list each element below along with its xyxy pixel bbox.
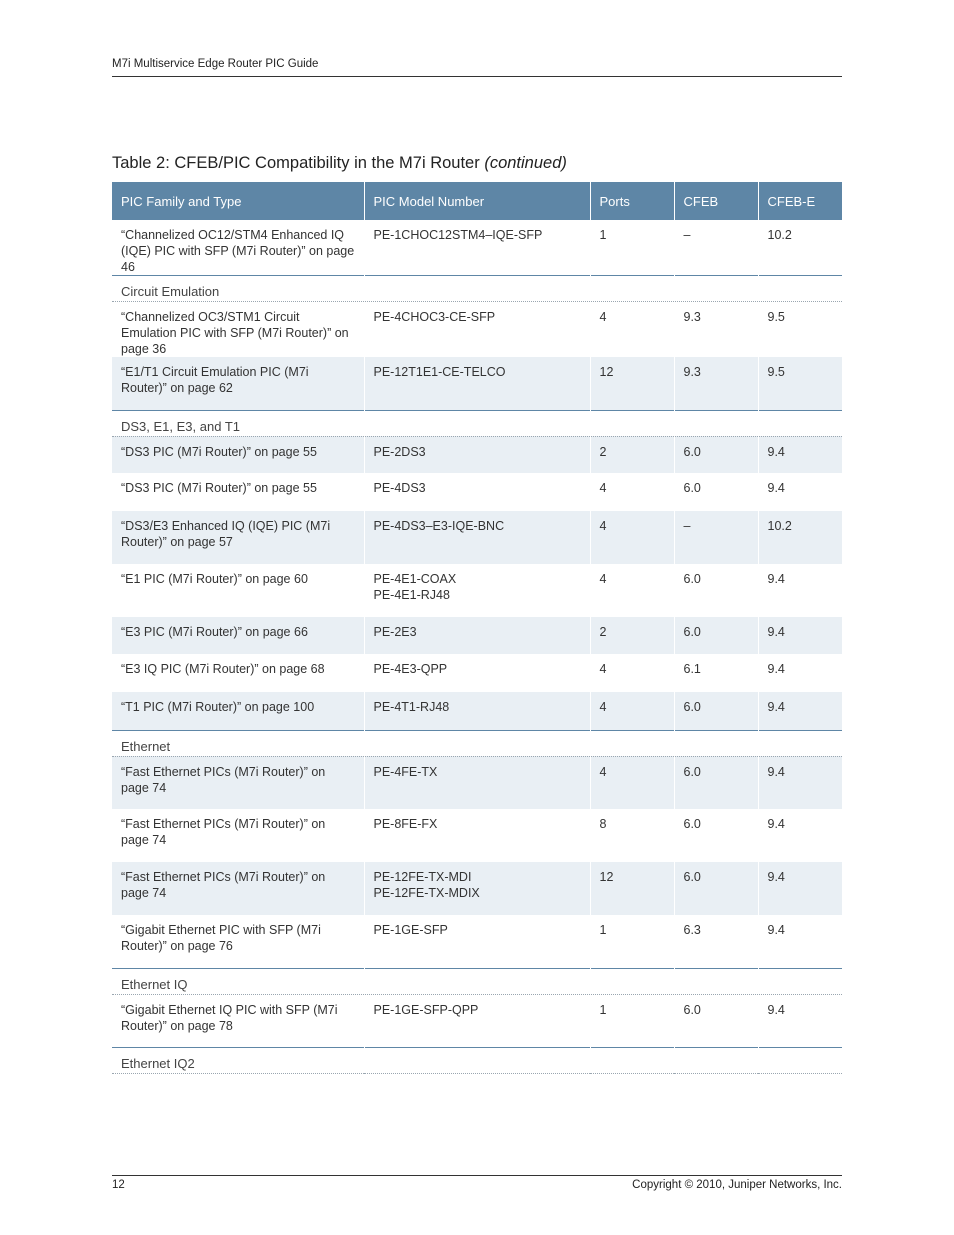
cell-pic-model: PE-1CHOC12STM4–IQE-SFP xyxy=(364,220,590,276)
cell-cfeb: 6.0 xyxy=(674,862,758,915)
section-label: Ethernet IQ2 xyxy=(112,1047,842,1073)
table-header-row xyxy=(112,182,842,220)
cell-pic-model: PE-1GE-SFP-QPP xyxy=(364,994,590,1047)
cell-pic-family: “Gigabit Ethernet IQ PIC with SFP (M7i Router)” on page 78 xyxy=(112,994,364,1047)
cell-cfeb-e: 9.4 xyxy=(758,756,842,809)
cell-cfeb: 6.0 xyxy=(674,692,758,730)
cell-pic-family: “Fast Ethernet PICs (M7i Router)” on page 74 xyxy=(112,862,364,915)
cell-cfeb-e: 9.4 xyxy=(767,817,785,831)
cell-cfeb: 6.0 xyxy=(674,436,758,473)
cell-pic-model: PE-4DS3 xyxy=(364,473,590,511)
cell-ports: 1 xyxy=(590,915,674,968)
table-caption-text: Table 2: CFEB/PIC Compatibility in the M7i Router xyxy=(112,154,485,172)
cell-cfeb-e: 9.4 xyxy=(767,572,785,586)
cell-cfeb: 6.0 xyxy=(674,564,758,617)
table-row xyxy=(112,617,842,654)
cell-cfeb: 6.3 xyxy=(674,915,758,968)
cell-ports: 8 xyxy=(590,809,674,862)
cell-pic-family: “E1 PIC (M7i Router)” on page 60 xyxy=(112,564,364,617)
copyright-notice: Copyright © 2010, Juniper Networks, Inc. xyxy=(632,1179,842,1191)
section-row xyxy=(112,730,842,756)
cell-pic-family: “DS3 PIC (M7i Router)” on page 55 xyxy=(112,473,364,511)
page-number: 12 xyxy=(112,1179,125,1191)
cell-pic-model: PE-4E3-QPP xyxy=(364,654,590,692)
cell-cfeb: 6.0 xyxy=(674,473,758,511)
section-row xyxy=(112,1047,842,1073)
cell-cfeb-e: 9.5 xyxy=(767,310,785,324)
section-row xyxy=(112,968,842,994)
table-row xyxy=(112,862,842,915)
compatibility-table xyxy=(112,182,842,1074)
table-row xyxy=(112,809,842,862)
cell-cfeb: 6.1 xyxy=(674,654,758,692)
cell-pic-family: “Gigabit Ethernet PIC with SFP (M7i Router)” on page 76 xyxy=(112,915,364,968)
cell-ports: 2 xyxy=(590,436,674,473)
section-label: Circuit Emulation xyxy=(112,276,842,302)
section-row xyxy=(112,410,842,436)
table-row xyxy=(112,511,842,564)
cell-cfeb: 6.0 xyxy=(674,809,758,862)
cell-line: PE-4E1-RJ48 xyxy=(373,588,450,602)
cell-cfeb-e: 10.2 xyxy=(767,228,792,242)
cell-pic-model: PE-12T1E1-CE-TELCO xyxy=(364,357,590,410)
cell-ports: 4 xyxy=(590,473,674,511)
column-header-cfeb: CFEB xyxy=(674,182,758,220)
cell-pic-family: “Channelized OC3/STM1 Circuit Emulation PIC with SFP (M7i Router)” on page 36 xyxy=(112,302,364,358)
table-caption-continued: (continued) xyxy=(484,154,567,172)
section-label: Ethernet xyxy=(112,730,842,756)
table-row xyxy=(112,654,842,692)
cell-pic-model: PE-4FE-TX xyxy=(364,756,590,809)
cell-pic-family: “E3 PIC (M7i Router)” on page 66 xyxy=(112,617,364,654)
running-header-title: M7i Multiservice Edge Router PIC Guide xyxy=(112,58,319,70)
cell-pic-model: PE-4DS3–E3-IQE-BNC xyxy=(364,511,590,564)
cell-cfeb-e: 9.4 xyxy=(758,436,842,473)
cell-pic-family: “DS3 PIC (M7i Router)” on page 55 xyxy=(112,436,364,473)
cell-pic-model: PE-1GE-SFP xyxy=(364,915,590,968)
cell-cfeb-e: 9.4 xyxy=(767,662,785,676)
cell-cfeb: 9.3 xyxy=(674,357,758,410)
cell-pic-family: “Channelized OC12/STM4 Enhanced IQ (IQE) PIC with SFP (M7i Router)” on page 46 xyxy=(112,220,364,276)
cell-cfeb-e: 10.2 xyxy=(758,511,842,564)
cell-cfeb-e: 9.4 xyxy=(767,481,785,495)
table-row xyxy=(112,357,842,410)
cell-cfeb-e: 9.4 xyxy=(758,692,842,730)
cell-pic-family: “DS3/E3 Enhanced IQ (IQE) PIC (M7i Router)” on page 57 xyxy=(112,511,364,564)
footer-divider xyxy=(112,1175,842,1176)
column-header-cfeb-e: CFEB-E xyxy=(758,182,842,220)
cell-ports: 4 xyxy=(590,302,674,358)
cell-pic-model: PE-2E3 xyxy=(364,617,590,654)
section-label: Ethernet IQ xyxy=(112,968,842,994)
cell-pic-family: “Fast Ethernet PICs (M7i Router)” on page 74 xyxy=(112,756,364,809)
cell-line: PE-12FE-TX-MDIX xyxy=(373,886,480,900)
table-body xyxy=(112,220,842,1073)
cell-pic-family: “Fast Ethernet PICs (M7i Router)” on page 74 xyxy=(112,809,364,862)
cell-ports: 2 xyxy=(590,617,674,654)
cell-pic-model xyxy=(364,862,590,915)
cell-cfeb-e: 9.4 xyxy=(767,1002,785,1017)
table-caption xyxy=(112,154,567,173)
table-row xyxy=(112,436,842,473)
cell-ports: 4 xyxy=(590,654,674,692)
cell-pic-model: PE-4T1-RJ48 xyxy=(364,692,590,730)
cell-pic-family: “T1 PIC (M7i Router)” on page 100 xyxy=(112,692,364,730)
table-row xyxy=(112,564,842,617)
cell-pic-model: PE-2DS3 xyxy=(364,436,590,473)
cell-pic-family: “E1/T1 Circuit Emulation PIC (M7i Router)” on page 62 xyxy=(112,357,364,410)
table-row xyxy=(112,994,842,1047)
table-row xyxy=(112,915,842,968)
table-row xyxy=(112,302,842,358)
cell-cfeb: 9.3 xyxy=(674,302,758,358)
cell-ports: 1 xyxy=(590,220,674,276)
cell-cfeb: – xyxy=(674,220,758,276)
cell-pic-model: PE-8FE-FX xyxy=(364,809,590,862)
cell-ports: 12 xyxy=(590,862,674,915)
cell-ports: 4 xyxy=(590,756,674,809)
cell-cfeb: 6.0 xyxy=(674,617,758,654)
header-divider xyxy=(112,76,842,77)
cell-line: PE-12FE-TX-MDI xyxy=(373,870,472,884)
cell-ports: 4 xyxy=(590,564,674,617)
cell-cfeb: 6.0 xyxy=(674,756,758,809)
cell-cfeb-e: 9.5 xyxy=(758,357,842,410)
section-label: DS3, E1, E3, and T1 xyxy=(112,410,842,436)
cell-ports: 12 xyxy=(590,357,674,410)
column-header-pic-family: PIC Family and Type xyxy=(112,182,364,220)
cell-ports: 1 xyxy=(590,994,674,1047)
column-header-ports: Ports xyxy=(590,182,674,220)
column-header-pic-model: PIC Model Number xyxy=(364,182,590,220)
cell-cfeb: 6.0 xyxy=(674,994,758,1047)
cell-cfeb-e: 9.4 xyxy=(767,923,785,937)
cell-pic-model xyxy=(364,564,590,617)
table-row xyxy=(112,220,842,276)
table-row xyxy=(112,692,842,730)
cell-cfeb: – xyxy=(674,511,758,564)
cell-pic-family: “E3 IQ PIC (M7i Router)” on page 68 xyxy=(112,654,364,692)
table-row xyxy=(112,756,842,809)
cell-cfeb-e: 9.4 xyxy=(758,617,842,654)
cell-ports: 4 xyxy=(590,511,674,564)
table-row xyxy=(112,473,842,511)
cell-cfeb-e: 9.4 xyxy=(758,862,842,915)
cell-pic-model: PE-4CHOC3-CE-SFP xyxy=(364,302,590,358)
section-row xyxy=(112,276,842,302)
cell-ports: 4 xyxy=(590,692,674,730)
cell-line: PE-4E1-COAX xyxy=(373,572,457,586)
